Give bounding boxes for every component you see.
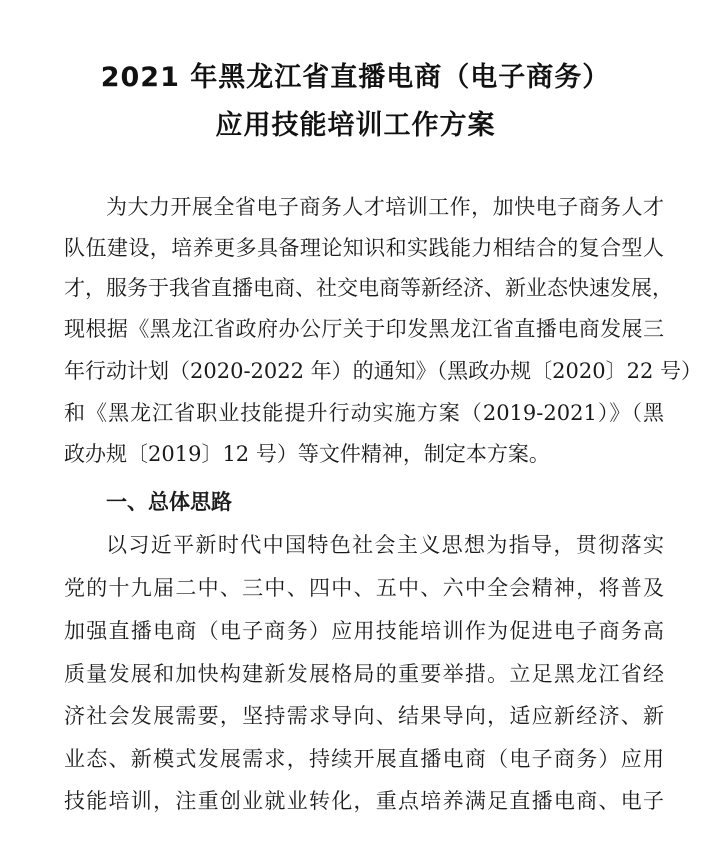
section-heading: 一、总体思路 [106,490,232,514]
document-title-line-2: 应用技能培训工作方案 [215,110,496,141]
intro-paragraph-line: 才，服务于我省直播电商、社交电商等新经济、新业态快速发展， [64,276,673,300]
intro-paragraph-line: 现根据《黑龙江省政府办公厅关于印发黑龙江省直播电商发展三 [64,317,664,341]
section-paragraph-line: 技能培训，注重创业就业转化，重点培养满足直播电商、电子 [64,789,664,813]
section-paragraph-line: 以习近平新时代中国特色社会主义思想为指导，贯彻落实 [106,533,664,557]
intro-paragraph-line: 为大力开展全省电子商务人才培训工作，加快电子商务人才 [106,195,664,219]
section-paragraph-line: 质量发展和加快构建新发展格局的重要举措。立足黑龙江省经 [64,662,664,686]
intro-paragraph-line: 和《黑龙江省职业技能提升行动实施方案（2019-2021）》（黑 [64,401,664,425]
document-title-line-1: 2021 年黑龙江省直播电商（电子商务） [100,62,611,93]
intro-paragraph-line: 年行动计划（2020-2022 年）的通知》（黑政办规〔2020〕22 号） [64,359,702,383]
intro-paragraph-line: 政办规〔2019〕12 号）等文件精神，制定本方案。 [64,442,550,466]
section-paragraph-line: 加强直播电商（电子商务）应用技能培训作为促进电子商务高 [64,619,664,643]
intro-paragraph-line: 队伍建设，培养更多具备理论知识和实践能力相结合的复合型人 [64,236,664,260]
section-paragraph-line: 党的十九届二中、三中、四中、五中、六中全会精神，将普及 [64,576,664,600]
section-paragraph-line: 济社会发展需要，坚持需求导向、结果导向，适应新经济、新 [64,704,664,728]
section-paragraph-line: 业态、新模式发展需求，持续开展直播电商（电子商务）应用 [64,747,664,771]
